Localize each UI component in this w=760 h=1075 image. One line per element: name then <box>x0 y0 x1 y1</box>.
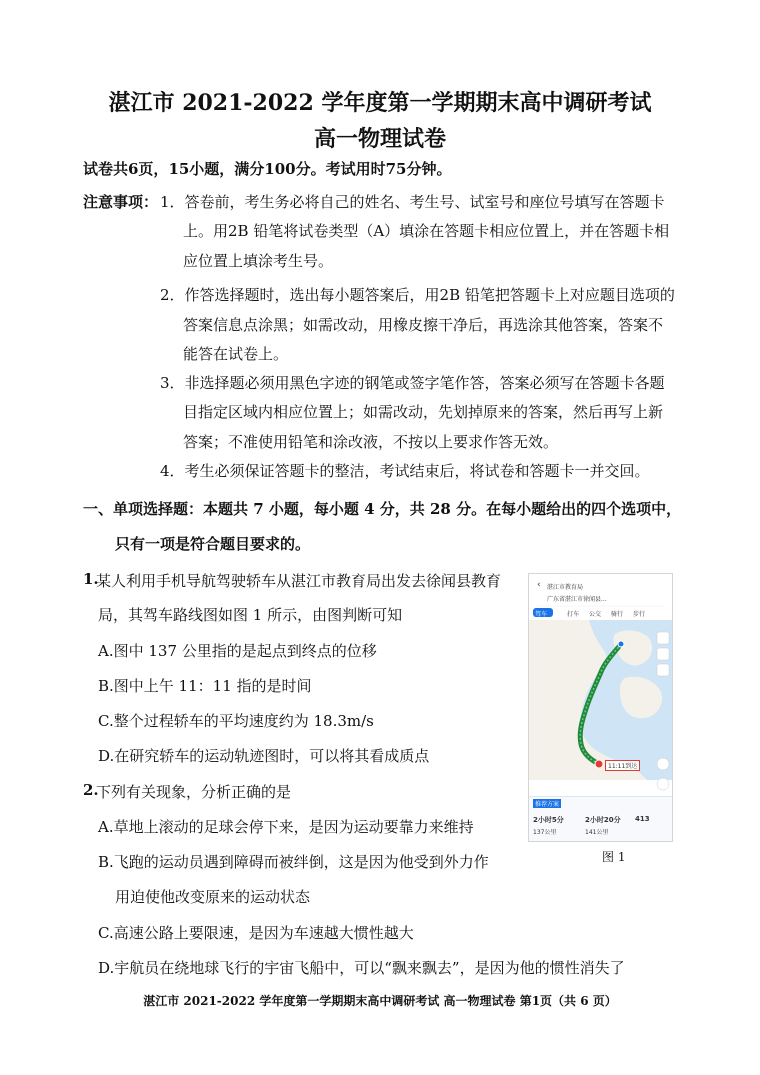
page-footer: 湛江市 2021-2022 学年度第一学期期末高中调研考试 高一物理试卷 第1页（共 6 页） <box>143 994 617 1008</box>
recommended-tab[interactable]: 推荐方案 <box>535 801 560 808</box>
notice-item-2-line-1: 2．作答选择题时，选出每小题答案后，用2B 铅笔把答题卡上对应题目选项的 <box>160 286 675 304</box>
plan-1-time[interactable]: 2小时5分 <box>533 816 564 824</box>
route-destination: 广东省湛江市徐闻县... <box>547 596 607 603</box>
question-2-option-b-line-2: 用迫使他改变原来的运动状态 <box>115 888 311 906</box>
arrival-badge: 11:11到达 <box>605 760 640 771</box>
question-2-number: 2. <box>83 781 99 799</box>
tab-drive[interactable]: 驾车 <box>535 611 548 618</box>
figure-1-map <box>528 573 673 842</box>
tab-walk[interactable]: 步行 <box>633 611 646 618</box>
plan-2-distance: 141公里 <box>585 829 609 836</box>
notice-item-1-line-1: 1．答卷前，考生务必将自己的姓名、考生号、试室号和座位号填写在答题卡 <box>160 193 665 211</box>
plan-1-distance: 137公里 <box>533 829 557 836</box>
page-subtitle: 高一物理试卷 <box>313 126 446 152</box>
notice-item-4-line-1: 4．考生必须保证答题卡的整洁，考试结束后，将试卷和答题卡一并交回。 <box>160 462 650 480</box>
question-1-option-d: D.在研究轿车的运动轨迹图时，可以将其看成质点 <box>98 747 430 765</box>
route-plans-panel <box>529 796 672 842</box>
question-2-option-d: D.宇航员在绕地球飞行的宇宙飞船中，可以“飘来飘去”，是因为他的惯性消失了 <box>98 959 625 977</box>
section-1-heading: 一、单项选择题：本题共 7 小题，每小题 4 分，共 28 分。在每小题给出的四个选项中， <box>83 500 682 518</box>
notice-item-3-line-2: 目指定区域内相应位置上；如需改动，先划掉原来的答案，然后再写上新 <box>183 403 664 421</box>
question-2-option-b-line-1: B.飞跑的运动员遇到障碍而被绊倒，这是因为他受到外力作 <box>98 853 489 871</box>
section-1-heading-cont: 只有一项是符合题目要求的。 <box>115 535 311 553</box>
notice-item-2-line-3: 能答在试卷上。 <box>183 345 289 363</box>
plan-2-time[interactable]: 2小时20分 <box>585 816 621 824</box>
question-1-option-b: B.图中上午 11：11 指的是时间 <box>98 677 312 695</box>
figure-1-caption: 图 1 <box>602 850 626 864</box>
question-2-option-c: C.高速公路上要限速，是因为车速越大惯性越大 <box>98 924 414 942</box>
tab-taxi[interactable]: 打车 <box>567 611 580 618</box>
notice-label: 注意事项： <box>83 193 159 211</box>
notice-item-1-line-3: 应位置上填涂考生号。 <box>183 252 334 270</box>
question-2-stem: 下列有关现象，分析正确的是 <box>96 783 292 801</box>
notice-item-3-line-1: 3．非选择题必须用黑色字迹的钢笔或签字笔作答，答案必须写在答题卡各题 <box>160 374 665 392</box>
tab-transit[interactable]: 公交 <box>589 611 602 618</box>
question-1-stem-line-2: 局，其驾车路线图如图 1 所示，由图判断可知 <box>98 606 403 624</box>
page-title: 湛江市 2021-2022 学年度第一学期期末高中调研考试 <box>108 90 652 116</box>
notice-item-1-line-2: 上。用2B 铅笔将试卷类型（A）填涂在答题卡相应位置上，并在答题卡相 <box>183 222 670 240</box>
tab-bike[interactable]: 骑行 <box>611 611 624 618</box>
notice-item-3-line-3: 答案；不准使用铅笔和涂改液，不按以上要求作答无效。 <box>183 433 559 451</box>
question-1-stem-line-1: 某人利用手机导航驾驶轿车从湛江市教育局出发去徐闻县教育 <box>96 572 502 590</box>
question-1-option-c: C.整个过程轿车的平均速度约为 18.3m/s <box>98 712 374 730</box>
exam-intro: 试卷共6页，15小题，满分100分。考试用时75分钟。 <box>83 160 452 178</box>
question-1-option-a: A.图中 137 公里指的是起点到终点的位移 <box>98 642 377 660</box>
notice-item-2-line-2: 答案信息点涂黑；如需改动，用橡皮擦干净后，再选涂其他答案，答案不 <box>183 316 664 334</box>
route-origin: 湛江市教育局 <box>547 584 584 591</box>
back-arrow-icon[interactable]: ‹ <box>537 580 541 590</box>
question-1-number: 1. <box>83 570 99 588</box>
plan-3-time[interactable]: 413 <box>635 815 650 823</box>
question-2-option-a: A.草地上滚动的足球会停下来，是因为运动要靠力来维持 <box>98 818 474 836</box>
